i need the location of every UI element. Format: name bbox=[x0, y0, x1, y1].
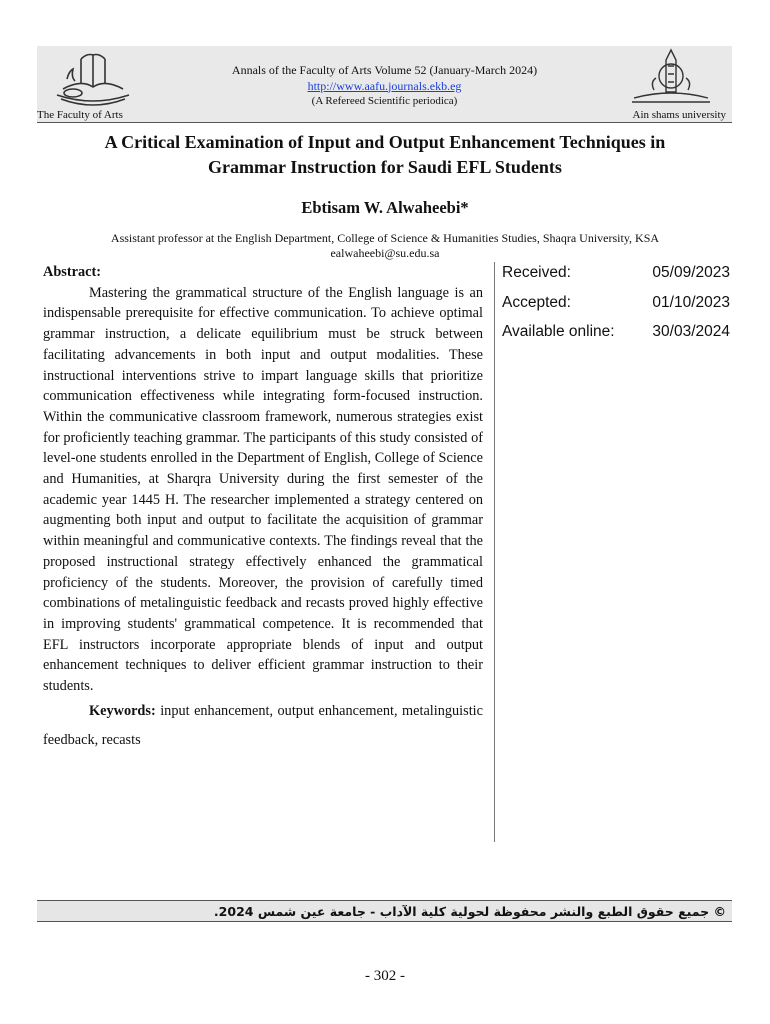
keywords-label: Keywords: bbox=[89, 702, 156, 719]
page-number: - 302 - bbox=[365, 968, 405, 984]
abstract-heading: Abstract: bbox=[43, 264, 101, 280]
available-date: 30/03/2024 bbox=[652, 323, 730, 340]
title-line-2: Grammar Instruction for Saudi EFL Students bbox=[208, 157, 562, 177]
abstract-text: Mastering the grammatical structure of the English language is an indispensable prerequisite for effective communication. To achieve optimal grammar instruction, a delicate equilibrium must be struck between facilitating advancements in both input and output modalities. These instructional interventions strive to impart language skills that prioritize communication effectiveness while integrating form-focused instruction. Within the communicative classroom framework, numerous strategies exist for proficiently teaching grammar. The participants of this study consisted of level-one students enrolled in the Department of English, College of Science and Humanities, at Sharqra University during the first semester of the academic year 1445 H. The researcher implemented a strategy centered on augmenting both input and output to facilitate the acquisition of grammar within meaningful and communicative contexts. The findings reveal that the proposed instructional strategy effectively enhanced the grammatical proficiency of the students. Moreover, the provision of carefully timed combinations of metalinguistic feedback and recasts proved highly effective in improving students' grammatical competence. It is recommended that EFL instructors incorporate appropriate blends of input and output enhancement techniques to deliver efficient grammar instruction to their students. bbox=[43, 284, 483, 695]
ain-shams-university-logo-icon bbox=[628, 46, 714, 108]
date-row-accepted bbox=[502, 292, 730, 322]
title-line-1: A Critical Examination of Input and Output Enhancement Techniques in bbox=[104, 132, 666, 152]
journal-header bbox=[37, 46, 732, 123]
affiliation-block bbox=[40, 231, 730, 260]
received-label: Received: bbox=[502, 264, 571, 281]
publication-dates bbox=[502, 262, 730, 351]
received-date: 05/09/2023 bbox=[652, 264, 730, 281]
accepted-date: 01/10/2023 bbox=[652, 293, 730, 311]
faculty-of-arts-logo-icon bbox=[51, 49, 135, 109]
available-label: Available online: bbox=[502, 323, 615, 340]
column-divider bbox=[494, 262, 495, 842]
right-logo-caption: Ain shams university bbox=[632, 109, 726, 121]
keywords-text: input enhancement, output enhancement, metalinguistic feedback, recasts bbox=[43, 702, 484, 748]
copyright-bar bbox=[37, 900, 732, 922]
abstract-section bbox=[43, 262, 483, 755]
author-name: Ebtisam W. Alwaheebi* bbox=[301, 198, 469, 217]
date-row-received bbox=[502, 262, 730, 292]
affiliation: Assistant professor at the English Department, College of Science & Humanities Studies, Shaqra University, KSA bbox=[110, 231, 660, 245]
keywords-line bbox=[43, 697, 483, 755]
paper-title bbox=[40, 130, 730, 180]
date-row-available bbox=[502, 321, 730, 351]
header-center bbox=[187, 63, 582, 110]
journal-note: (A Refereed Scientific periodica) bbox=[311, 95, 458, 107]
accepted-label: Accepted: bbox=[502, 293, 571, 311]
author-email: ealwaheebi@su.edu.sa bbox=[330, 245, 440, 260]
copyright-text: © جميع حقوق الطبع والنشر محفوظة لحولية كلية الآداب - جامعة عين شمس 2024. bbox=[213, 904, 726, 919]
journal-line: Annals of the Faculty of Arts Volume 52 (January-March 2024) bbox=[231, 63, 538, 77]
left-logo-caption: The Faculty of Arts bbox=[37, 109, 123, 121]
journal-url-link[interactable]: http://www.aafu.journals.ekb.eg bbox=[307, 78, 462, 93]
